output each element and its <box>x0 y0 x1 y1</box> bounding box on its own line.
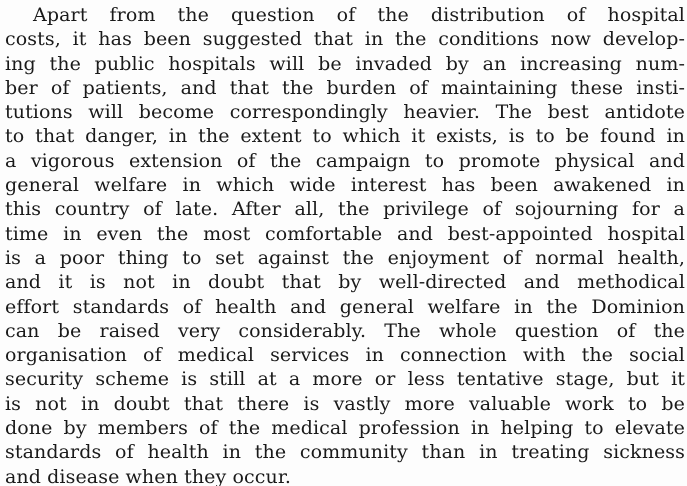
text-line: ber of patients, and that the burden of maintaining these insti- <box>5 76 685 99</box>
article-paragraph <box>5 3 685 486</box>
text-line: general welfare in which wide interest has been awakened in <box>5 174 685 197</box>
text-line: costs, it has been suggested that in the conditions now develop- <box>5 28 685 51</box>
text-line: effort standards of health and general welfare in the Dominion <box>5 295 685 318</box>
text-line: and disease when they occur. <box>5 465 292 486</box>
text-line: a vigorous extension of the campaign to promote physical and <box>5 149 685 172</box>
text-line: security scheme is still at a more or less tentative stage, but it <box>5 368 685 391</box>
text-line: is a poor thing to set against the enjoyment of normal health, <box>5 246 685 269</box>
text-line: can be raised very considerably. The whole question of the <box>5 319 685 342</box>
text-line: to that danger, in the extent to which it exists, is to be found in <box>5 125 685 148</box>
text-line: standards of health in the community than in treating sickness <box>5 441 685 464</box>
text-line: is not in doubt that there is vastly more valuable work to be <box>5 392 685 415</box>
text-line: done by members of the medical profession in helping to elevate <box>5 417 685 440</box>
text-line: ing the public hospitals will be invaded by an increasing num- <box>5 52 685 75</box>
text-line: organisation of medical services in connection with the social <box>5 344 685 367</box>
text-line: Apart from the question of the distribution of hospital <box>33 4 685 26</box>
text-line: and it is not in doubt that by well-directed and methodical <box>5 271 685 294</box>
text-line: tutions will become correspondingly heavier. The best antidote <box>5 101 685 124</box>
text-line: time in even the most comfortable and best-appointed hospital <box>5 222 685 245</box>
text-line: this country of late. After all, the privilege of sojourning for a <box>5 198 685 221</box>
